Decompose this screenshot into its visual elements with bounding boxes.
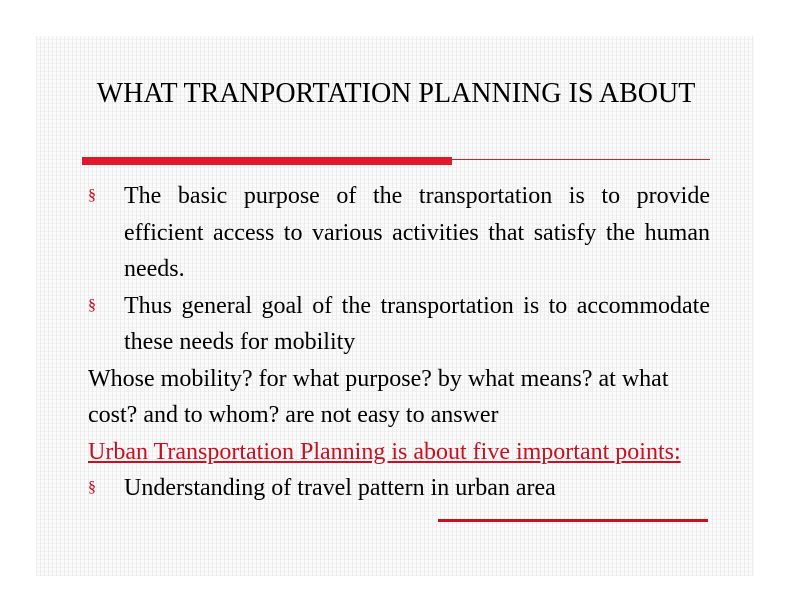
title-divider-line [452, 159, 710, 160]
bullet-item [88, 178, 710, 288]
bullet-text: The basic purpose of the transportation is to provide efficient access to various activities that satisfy the human needs. [124, 183, 710, 282]
planning-points-link[interactable]: Urban Transportation Planning is about five important points: [88, 438, 681, 465]
square-bullet-icon: § [88, 479, 96, 496]
bullet-text: Thus general goal of the transportation is to accommodate these needs for mobility [124, 292, 710, 355]
bullet-item [88, 470, 710, 507]
bullet-text: Understanding of travel pattern in urban area [124, 475, 556, 501]
square-bullet-icon: § [88, 187, 96, 204]
questions-paragraph: Whose mobility? for what purpose? by what means? at what cost? and to whom? are not easy to answer [88, 365, 669, 428]
slide-title: WHAT TRANPORTATION PLANNING IS ABOUT [96, 78, 696, 109]
bullet-item [88, 288, 710, 361]
slide-body [88, 178, 710, 507]
bottom-divider-line [438, 519, 708, 522]
square-bullet-icon: § [88, 296, 96, 314]
title-accent-bar [82, 157, 452, 165]
planning-points-link-paragraph [88, 434, 710, 471]
